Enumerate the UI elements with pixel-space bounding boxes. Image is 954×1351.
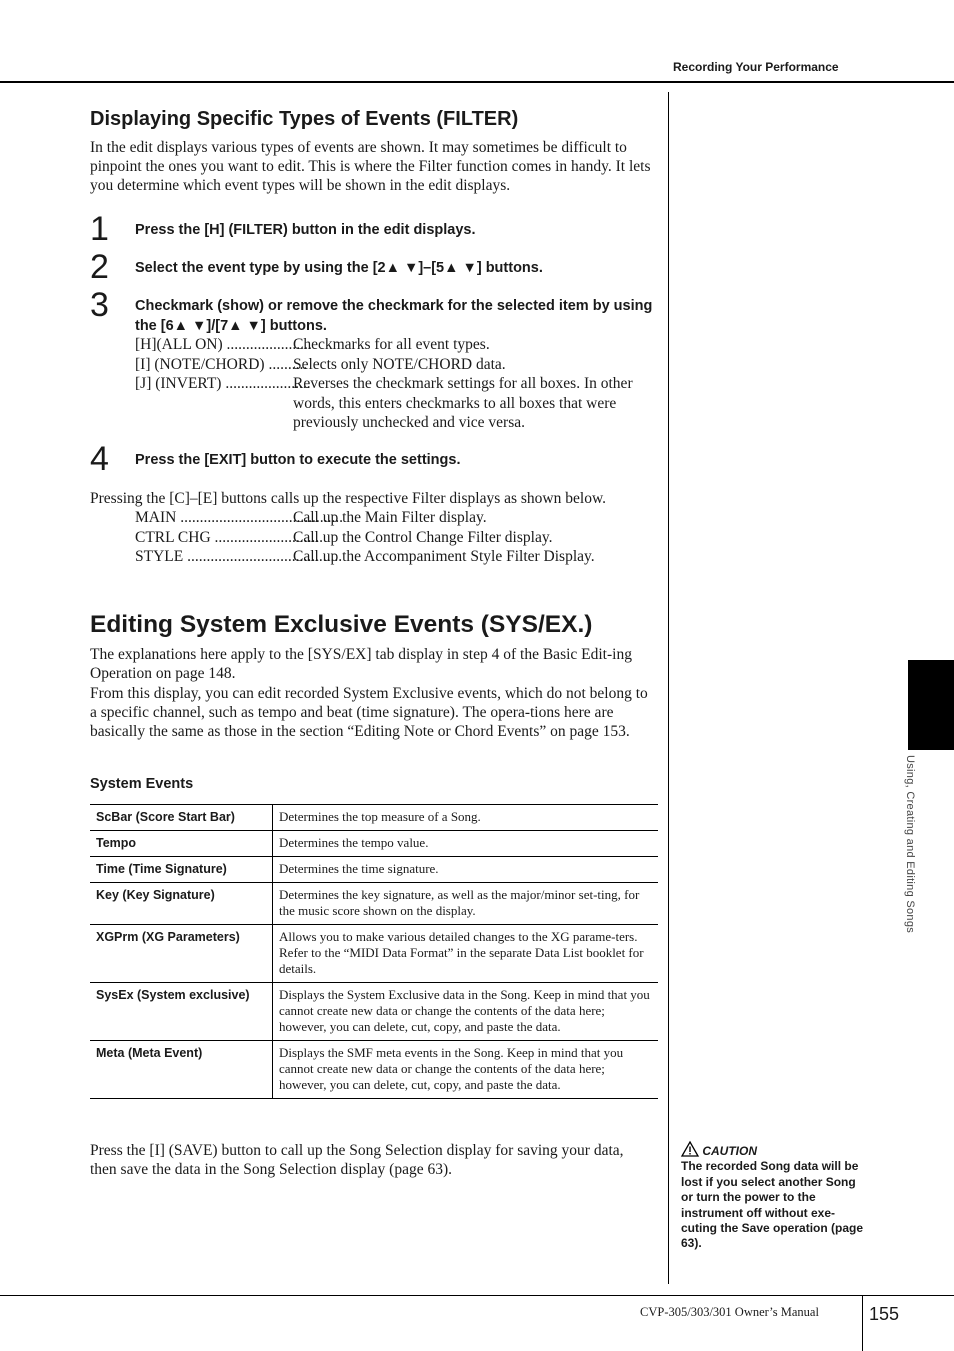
option-term: CTRL CHG ............................ <box>135 528 324 546</box>
option-term: [I] (NOTE/CHORD) .......... <box>135 355 308 373</box>
caution-text: The recorded Song data will be lost if you select another Song or turn the power to the instrument off without exe-cuting the Save operation (page 63). <box>681 1159 864 1251</box>
page-number: 155 <box>869 1304 900 1324</box>
caution-title-row <box>681 1141 866 1159</box>
event-name: SysEx (System exclusive) <box>90 983 273 1041</box>
step-text: Checkmark (show) or remove the checkmark for the selected item by using the [6▲ ▼]/[7▲ ▼] buttons. <box>135 298 653 334</box>
step-number: 4 <box>90 440 109 478</box>
event-name: Time (Time Signature) <box>90 857 273 883</box>
event-name: Tempo <box>90 831 273 857</box>
step-number: 1 <box>90 210 109 248</box>
column-divider <box>668 92 669 1284</box>
system-events-subheading: System Events <box>90 776 194 792</box>
option-term: [H](ALL ON) ...................... <box>135 336 312 353</box>
event-name: Meta (Meta Event) <box>90 1041 273 1099</box>
caution-title: CAUTION <box>702 1144 758 1158</box>
sysex-para-2: From this display, you can edit recorded System Exclusive events, which do not belong to a specific channel, such as tempo and beat (time signature). The opera-tions here are basically the same as those in the section “Editing Note or Chord Events” on page 153. <box>90 685 648 741</box>
warning-triangle-icon <box>681 1141 699 1157</box>
list-item <box>135 355 657 375</box>
step-text: Press the [H] (FILTER) button in the edit displays. <box>135 222 476 238</box>
running-header-title: Recording Your Performance <box>673 60 839 74</box>
option-term: MAIN .......................................... <box>135 509 343 526</box>
event-name: ScBar (Score Start Bar) <box>90 805 273 831</box>
event-name: XGPrm (XG Parameters) <box>90 925 273 983</box>
table-row <box>90 925 658 983</box>
option-term: [J] (INVERT) ...................... <box>135 375 311 392</box>
footer-rule <box>0 1295 954 1296</box>
sysex-para-1: The explanations here apply to the [SYS/EX] tab display in step 4 of the Basic Edit-ing Operation on page 148. <box>90 646 632 683</box>
event-desc: Determines the top measure of a Song. <box>273 805 659 831</box>
event-desc: Displays the System Exclusive data in the Song. Keep in mind that you cannot create new data or change the contents of the data here; however, you can delete, cut, copy, and paste the data. <box>273 983 659 1041</box>
event-desc: Determines the key signature, as well as the major/minor set-ting, for the music score shown on the display. <box>273 883 659 925</box>
event-desc: Determines the time signature. <box>273 857 659 883</box>
manual-title: CVP-305/303/301 Owner’s Manual <box>640 1305 819 1319</box>
list-item <box>135 508 657 528</box>
option-desc: Checkmarks for all event types. <box>293 336 490 353</box>
filter-note: Pressing the [C]–[E] buttons calls up the respective Filter displays as shown below. <box>90 490 607 507</box>
table-row <box>90 831 658 857</box>
step-number: 3 <box>90 286 109 324</box>
chapter-tab <box>908 660 954 750</box>
list-item <box>135 547 657 567</box>
table-row <box>90 1041 658 1099</box>
step3-option-list <box>135 335 657 433</box>
caution-box <box>681 1141 866 1252</box>
event-name: Key (Key Signature) <box>90 883 273 925</box>
section-heading-filter: Displaying Specific Types of Events (FILTER) <box>90 108 519 130</box>
list-item <box>135 374 657 433</box>
event-desc: Allows you to make various detailed changes to the XG parame-ters. Refer to the “MIDI Data Format” in the separate Data List booklet for details. <box>273 925 659 983</box>
step-text: Select the event type by using the [2▲ ▼]–[5▲ ▼] buttons. <box>135 260 543 276</box>
option-desc: Call up the Accompaniment Style Filter Display. <box>293 548 595 565</box>
event-desc: Displays the SMF meta events in the Song. Keep in mind that you cannot create new data or change the contents of the data here; however, you can delete, cut, copy, and paste the data. <box>273 1041 659 1099</box>
system-events-table <box>90 804 658 1099</box>
table-row <box>90 857 658 883</box>
option-term: STYLE ........................................ <box>135 548 343 565</box>
option-desc: Reverses the checkmark settings for all boxes. In other words, this enters checkmarks to all boxes that were previously unchecked and vice versa. <box>293 375 633 431</box>
filter-display-list <box>135 508 657 567</box>
event-desc: Determines the tempo value. <box>273 831 659 857</box>
step-number: 2 <box>90 248 109 286</box>
footer-divider <box>862 1295 863 1351</box>
option-desc: Selects only NOTE/CHORD data. <box>293 355 506 373</box>
table-row <box>90 983 658 1041</box>
table-row <box>90 805 658 831</box>
chapter-tab-label: Using, Creating and Editing Songs <box>904 755 916 934</box>
step-text: Press the [EXIT] button to execute the settings. <box>135 452 461 468</box>
option-desc: Call up the Control Change Filter display. <box>293 528 553 546</box>
save-instruction: Press the [I] (SAVE) button to call up the Song Selection display for saving your data, then save the data in the Song Selection display (page 63). <box>90 1142 624 1179</box>
table-row <box>90 883 658 925</box>
list-item <box>135 335 657 355</box>
header-rule <box>0 81 954 83</box>
filter-intro: In the edit displays various types of events are shown. It may sometimes be difficult to pinpoint the ones you want to edit. This is where the Filter function comes in handy. It lets you determine which event types will be shown in the edit displays. <box>90 139 651 195</box>
option-desc: Call up the Main Filter display. <box>293 509 487 526</box>
list-item <box>135 528 657 548</box>
section-heading-sysex: Editing System Exclusive Events (SYS/EX.) <box>90 611 593 638</box>
